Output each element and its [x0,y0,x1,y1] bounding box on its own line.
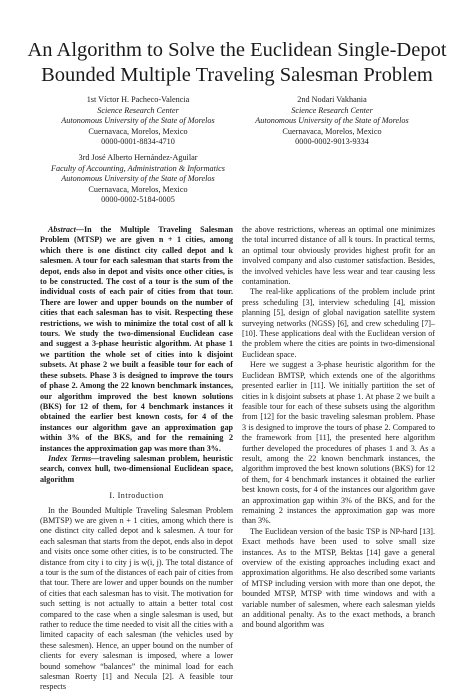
intro-paragraph-continued: the above restrictions, whereas an optimal one minimizes the total incurred distance of all k tours. In practical terms, an optimal tour obviously provides highest profit for an involved company and also customer satisfaction. Besides, the involved vehicles have less wear and tear causing less contamination. [242,225,435,287]
author-affiliation: Science Research Center [291,105,373,115]
author-place: Cuernavaca, Morelos, Mexico [88,184,188,194]
author-affiliation: Autonomous University of the State of Morelos [61,116,215,126]
index-terms [40,454,233,485]
section-heading: I. Introduction [109,491,164,501]
abstract-text: —In the Multiple Traveling Salesman Problem (MTSP) we are given n + 1 cities, among which there is one distinct city called depot and k salesmen. A tour for each salesman that starts from the depot, ends also in depot and visits once other cities, is to be constructed. The cost of a tour is the sum of the individual costs of each pair of cities from that tour. There are lower and upper bounds on the number of cities that each salesman has to visit. Respecting these restrictions, we wish to minimize the total cost of all k tours. We study the two-dimensional Euclidean case and suggest a 3-phase heuristic algorithm. At phase 1 we partition the whole set of cities into k disjoint subsets. At phase 2 we built a feasible tour for each of these subsets. Phase 3 is designed to improve the tours of phase 2. Among the 22 known benchmark instances, our algorithm improved the best known solutions (BKS) for 12 of them, for 4 benchmark instances it obtained the earlier best known costs, for 4 of the instances our algorithm gave an approximation gap within 3% of the BKS, and for the remaining 2 instances the approximation gap was more than 3%. [40,225,233,453]
author-name: 2nd Nodari Vakhania [297,95,367,104]
author-affiliation: Autonomous University of the State of Morelos [61,174,215,184]
author-orcid: 0000-0002-9013-9334 [295,137,369,147]
author-block-2 [252,95,412,148]
author-name: 1st Víctor H. Pacheco-Valencia [86,95,190,104]
author-place: Cuernavaca, Morelos, Mexico [88,126,188,136]
author-orcid: 0000-0002-5184-0005 [101,195,175,205]
intro-paragraph: In the Bounded Multiple Traveling Salesman Problem (BMTSP) we are given n + 1 cities, among which there is one distinct city called depot and k salesmen. A tour for each salesman that starts from the depot, ends also in depot and visits once some other cities, is to be constructed. The distance from city i to city j is w(i, j). The total distance of a tour is the sum of the distances of each pair of cities from that tour. There are lower and upper bounds on the number of cities that each salesman has to visit. The motivation for such setting is not actually to attain a better total cost compared to the case when a single salesman is used, but rather to reduce the time needed to visit all the cities with a limited capacity of each salesman (the vehicles used by these salesmen). Hence, an upper bound on the number of clients for every salesman is imposed, where a lower bound somehow “balances” the minimal load for each salesman Roerty [1] and Necula [2]. A feasible tour respects [40,505,233,692]
index-terms-text: —traveling salesman problem, heuristic search, convex hull, two-dimensional Euclidean space, algorithm [40,453,233,484]
author-affiliation: Faculty of Accounting, Administration & Informatics [51,163,225,173]
paper-title: An Algorithm to Solve the Euclidean Single-Depot Bounded Multiple Traveling Salesman Problem [27,39,447,86]
left-column [40,225,233,693]
index-terms-lead: Index Terms [48,453,92,463]
author-orcid: 0000-0001-8834-4710 [101,137,175,147]
author-affiliation: Autonomous University of the State of Morelos [255,116,409,126]
author-name: 3rd José Alberto Hernández-Aguilar [78,153,198,162]
intro-paragraph: The real-like applications of the problem include print press scheduling [3], interview scheduling [4], mission planning [5], design of global navigation satellite system surveying networks (NGSS) [6], and crew scheduling [7]–[10]. These applications deal with the Euclidean version of the problem where the cities are points in two-dimensional Euclidean space. [242,287,435,359]
author-place: Cuernavaca, Morelos, Mexico [282,126,382,136]
abstract-lead: Abstract [48,225,76,234]
author-affiliation: Science Research Center [97,105,179,115]
intro-paragraph: Here we suggest a 3-phase heuristic algorithm for the Euclidean BMTSP, which extends one of the algorithms presented earlier in [11]. We initially partition the set of cities in k disjoint subsets at phase 1. At phase 2 we built a feasible tour for each of these subsets using the algorithm from [12] for the basic traveling salesman problem. Phase 3 is designed to improve the tours of phase 2. Compared to the framework from [11], the presented here algorithm further developed the procedures of phases 1 and 3. As a result, among the 22 known benchmark instances, the algorithm improved the best known solutions (BKS) for 12 of them, for 4 benchmark instances it obtained the earlier best known costs, for 4 of the instances our algorithm gave an approximation gap within 3% of the BKS, and for the remaining 2 instances the approximation gap was more than 3%. [242,360,435,526]
right-column [242,225,435,631]
author-block-1 [58,95,218,148]
abstract [40,225,233,454]
intro-paragraph: The Euclidean version of the basic TSP is NP-hard [13]. Exact methods have been used to solve small size instances. As to the MTSP, Bektas [14] gave a general overview of the existing approaches including exact and approximation algorithms. He also described some variants of MTSP including version with more than one depot, the bounded MTSP, MTSP with time windows and with a variable number of salesmen, where each salesman yields an additional penalty. As to the exact methods, a branch and bound algorithm was [242,526,435,630]
author-block-3 [48,153,228,206]
